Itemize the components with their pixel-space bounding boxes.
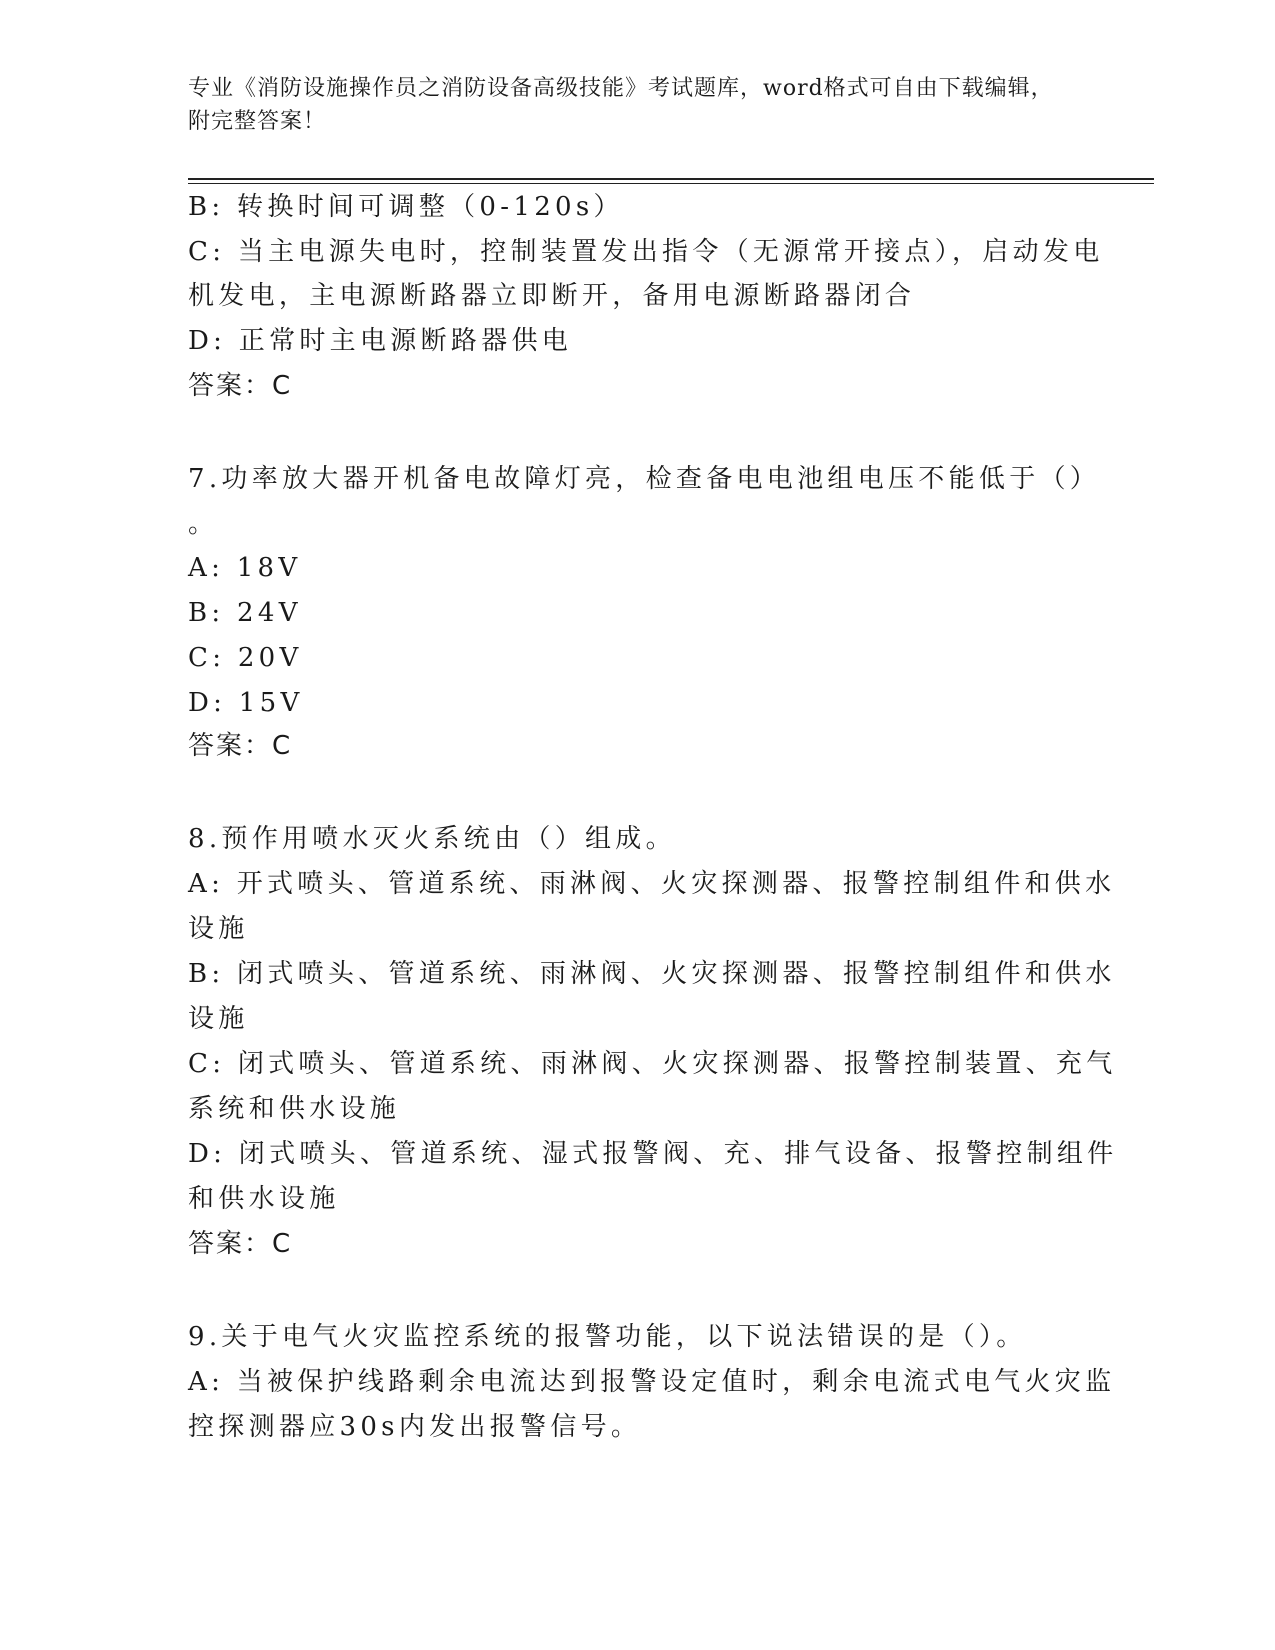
q9-option-a-line2: 控探测器应30s内发出报警信号。 [188,1412,642,1442]
q6-answer: 答案：C [188,371,293,401]
q6-option-d: D: 正常时主电源断路器供电 [188,326,573,356]
document-header: 专业《消防设施操作员之消防设备高级技能》考试题库，word格式可自由下载编辑，附完整答案！ [188,76,1054,134]
q6-option-c-line1: C: 当主电源失电时，控制装置发出指令（无源常开接点），启动发电 [188,237,1104,267]
q7-answer: 答案：C [188,731,293,761]
header-divider-thick [188,178,1154,180]
q8-option-a-line2: 设施 [188,914,249,944]
q8-option-c-line2: 系统和供水设施 [188,1094,401,1124]
q8-option-b-line2: 设施 [188,1004,249,1034]
header-divider-thin [188,183,1154,184]
q7-option-c: C: 20V [188,643,303,673]
q7-option-a: A: 18V [188,553,302,583]
q8-stem: 8.预作用喷水灭火系统由（）组成。 [188,824,676,854]
q8-option-d-line1: D: 闭式喷头、管道系统、湿式报警阀、充、排气设备、报警控制组件 [188,1139,1118,1169]
q8-option-c-line1: C: 闭式喷头、管道系统、雨淋阀、火灾探测器、报警控制装置、充气 [188,1049,1117,1079]
q6-option-b: B: 转换时间可调整（0-120s） [188,192,624,222]
q8-option-d-line2: 和供水设施 [188,1184,340,1214]
q8-answer: 答案：C [188,1229,293,1259]
q7-option-b: B: 24V [188,598,302,628]
q8-option-b-line1: B: 闭式喷头、管道系统、雨淋阀、火灾探测器、报警控制组件和供水 [188,959,1116,989]
q7-stem-line2: 。 [188,509,219,539]
q8-option-a-line1: A: 开式喷头、管道系统、雨淋阀、火灾探测器、报警控制组件和供水 [188,869,1116,899]
q9-option-a-line1: A: 当被保护线路剩余电流达到报警设定值时，剩余电流式电气火灾监 [188,1367,1116,1397]
q7-option-d: D: 15V [188,688,304,718]
q9-stem: 9.关于电气火灾监控系统的报警功能，以下说法错误的是（）。 [188,1322,1027,1352]
q6-option-c-line2: 机发电，主电源断路器立即断开，备用电源断路器闭合 [188,281,916,311]
q7-stem-line1: 7.功率放大器开机备电故障灯亮，检查备电电池组电压不能低于（） [188,464,1101,494]
